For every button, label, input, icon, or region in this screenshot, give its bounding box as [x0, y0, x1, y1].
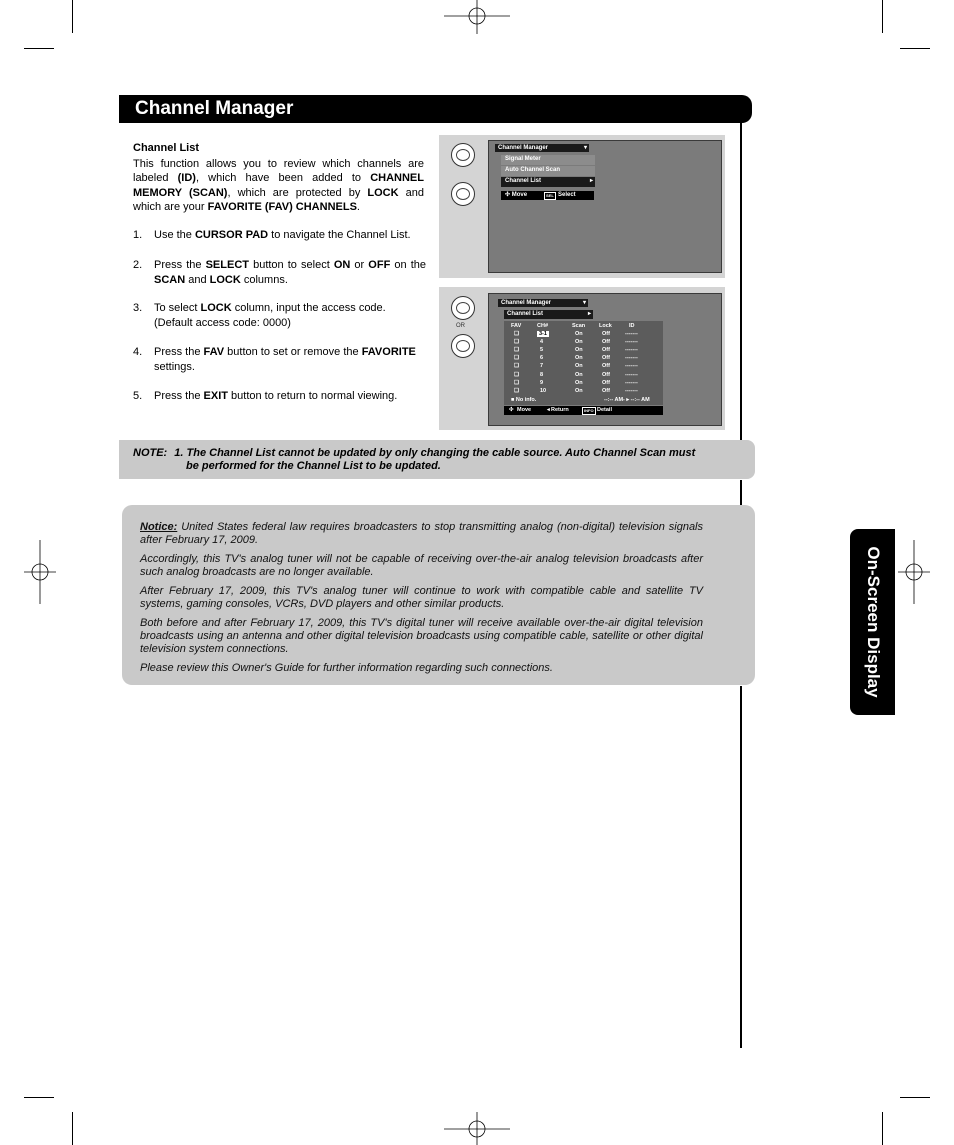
table-row[interactable] [504, 363, 663, 371]
cell-fav: ❑ [514, 339, 519, 346]
bold-term: FAVORITE [361, 346, 416, 358]
remote-button-icon [451, 296, 475, 320]
cell-id: ------- [625, 331, 638, 337]
table-row[interactable] [504, 355, 663, 363]
col-scan: Scan [572, 323, 586, 329]
bold-term: LOCK [200, 302, 232, 314]
bold-term: FAV [203, 346, 225, 358]
cell-fav: ❑ [514, 347, 519, 354]
channel-table-header [504, 323, 663, 330]
return-icon: ◂ [547, 407, 550, 413]
text-run: or [350, 259, 369, 271]
vertical-rule [740, 686, 742, 1048]
registration-mark-top [444, 0, 510, 34]
cell-id: ------- [625, 379, 638, 386]
bold-term: LOCK [209, 273, 241, 286]
crop-mark [24, 1097, 54, 1098]
cell-fav: ❑ [514, 331, 519, 337]
cell-ch: 7 [540, 363, 544, 370]
text-run: Press the [154, 259, 206, 271]
text-run: button to select [249, 259, 334, 271]
text-run: and [185, 273, 210, 286]
step-number: 2. [133, 259, 143, 271]
text-run: settings. [154, 360, 195, 373]
cell-lock: Off [602, 347, 610, 354]
text-run: on the [390, 259, 426, 271]
crop-mark [882, 0, 883, 33]
notice-paragraph-5: Please review this Owner's Guide for further information regarding such connections. [140, 662, 553, 674]
move-icon: ✣ [505, 192, 511, 198]
bold-term: LOCK [367, 186, 399, 199]
side-tab [850, 529, 895, 715]
menu-item-label: Channel List [505, 178, 542, 184]
cell-scan: On [575, 347, 583, 354]
notice-paragraph-3: After February 17, 2009, this TV's analog tuner will continue to work with compatible cable and satellite TV systems, gaming consoles, VCRs, DVD players and other similar products. [140, 585, 703, 610]
registration-mark-bottom [444, 1112, 510, 1145]
bold-term: OFF [368, 259, 391, 271]
cell-lock: Off [602, 363, 610, 370]
crop-mark [24, 48, 54, 49]
note-text [133, 447, 743, 473]
step-number: 3. [133, 302, 143, 314]
step-text [154, 301, 426, 330]
dropdown-arrow-icon: ▾ [583, 145, 587, 151]
bold-term: (ID) [177, 172, 196, 184]
cell-id: ------- [625, 363, 638, 370]
bold-term: SELECT [205, 259, 249, 271]
vertical-rule [740, 480, 742, 505]
bold-term: EXIT [203, 390, 228, 402]
text-run: to navigate the Channel List. [268, 229, 411, 241]
menu-footer [501, 191, 594, 200]
cell-id: ------- [625, 371, 638, 378]
submenu-title-text: Channel List [507, 311, 544, 317]
cell-fav: ❑ [514, 363, 519, 370]
text-run: To select [154, 302, 201, 314]
notice-text: United States federal law requires broadcasters to stop transmitting analog (non-digital) television signals after February 17, 2009. [140, 521, 704, 546]
text-run: Press the [154, 390, 204, 402]
vertical-rule [740, 123, 742, 440]
note-line-2: be performed for the Channel List to be updated. [186, 460, 441, 472]
footer-select-label: Select [558, 192, 576, 198]
step-number: 1. [133, 229, 143, 241]
cell-scan: On [575, 331, 583, 337]
cell-id: ------- [625, 347, 638, 354]
page-title-bar [119, 95, 752, 123]
cell-fav: ❑ [514, 387, 519, 394]
page-title: Channel Manager [135, 98, 294, 119]
step-number: 5. [133, 390, 143, 402]
table-row[interactable] [504, 388, 663, 396]
notice-paragraph-1 [140, 521, 703, 547]
info-key-icon: INFO [584, 408, 594, 413]
footer-move-label: Move [511, 192, 528, 198]
text-run: column, input the access code. (Default access code: 0000) [154, 302, 386, 329]
cell-ch: 10 [540, 387, 547, 394]
cell-id: ------- [625, 355, 638, 362]
cell-id: ------- [625, 387, 638, 394]
step-text [154, 228, 426, 243]
text-run: , which are protected by [227, 186, 368, 199]
dropdown-arrow-icon: ▸ [587, 311, 591, 317]
footer-detail-label: Detail [597, 407, 612, 413]
text-run: button to return to normal viewing. [227, 390, 398, 402]
text-run: button to set or remove the [224, 346, 362, 358]
note-label: NOTE: [133, 447, 168, 459]
menu-title-text: Channel Manager [498, 145, 549, 151]
cell-ch: 4 [540, 339, 544, 346]
menu-footer [504, 406, 663, 415]
menu-title [495, 144, 589, 152]
section-heading: Channel List [133, 142, 200, 154]
text-run: and which are your [133, 186, 424, 213]
cell-scan: On [575, 363, 583, 370]
bold-term: CHANNEL MEMORY (SCAN) [133, 172, 424, 199]
bold-term: CURSOR PAD [194, 229, 269, 241]
cell-scan: On [575, 371, 583, 378]
cell-ch: 9 [540, 379, 544, 386]
registration-mark-right [898, 540, 930, 604]
info-time: --:-- AM- ▸ --:-- AM [604, 397, 650, 403]
table-row[interactable] [504, 380, 663, 388]
footer-return-label: Return [551, 407, 569, 413]
cell-ch: 6 [540, 355, 544, 362]
crop-mark [900, 1097, 930, 1098]
cell-scan: On [575, 355, 583, 362]
col-lock: Lock [599, 323, 612, 329]
submenu-title [504, 310, 593, 319]
cell-scan: On [575, 339, 583, 346]
cell-lock: Off [602, 387, 610, 394]
cell-fav: ❑ [514, 355, 519, 362]
text-run: , which have been added to [195, 172, 371, 184]
footer-move-label: Move [517, 407, 532, 413]
col-ch: CH# [537, 323, 549, 329]
cell-ch: 8 [540, 371, 544, 378]
notice-paragraph-4: Both before and after February 17, 2009, this TV's digital tuner will receive available over-the-air digital television broadcasts using an antenna and other digital television broadcasts using compatible cable, satellite or other digital television system connections. [140, 617, 703, 655]
info-row [504, 397, 663, 405]
text-run: columns. [240, 273, 288, 286]
note-line-1: 1. The Channel List cannot be updated by only changing the cable source. Auto Channel Scan must [174, 447, 696, 459]
text-run: Press the [154, 346, 204, 358]
menu-item-auto-channel-scan[interactable]: Auto Channel Scan [501, 166, 595, 176]
cell-lock: Off [602, 379, 610, 386]
sel-key-icon: SEL [546, 193, 554, 198]
remote-button-icon [451, 143, 475, 167]
cell-fav: ❑ [514, 371, 519, 378]
channel-list-section [133, 141, 424, 215]
menu-title [498, 299, 588, 307]
cell-lock: Off [602, 339, 610, 346]
cell-id: ------- [625, 339, 638, 346]
arrow-right-icon: ▸ [589, 178, 593, 184]
notice-label: Notice: [140, 521, 178, 533]
cell-scan: On [575, 379, 583, 386]
notice-paragraph-2: Accordingly, this TV's analog tuner will not be capable of receiving over-the-air analog television broadcasts after such analog broadcasts are no longer available. [140, 553, 703, 578]
bold-term: ON [333, 259, 351, 271]
crop-mark [72, 0, 73, 33]
crop-mark [882, 1112, 883, 1145]
crop-mark [72, 1112, 73, 1145]
col-fav: FAV [511, 323, 522, 329]
step-number: 4. [133, 346, 143, 358]
dropdown-arrow-icon: ▾ [582, 300, 586, 306]
text-run: Use the [154, 229, 195, 241]
text-run: . [356, 201, 360, 213]
side-tab-label: On-Screen Display [863, 546, 883, 698]
step-text [154, 389, 426, 404]
crop-mark [900, 48, 930, 49]
cell-ch: 3-1 [539, 331, 547, 337]
cell-lock: Off [602, 371, 610, 378]
cell-scan: On [575, 387, 583, 394]
step-text [154, 258, 426, 287]
menu-title-text: Channel Manager [501, 300, 552, 306]
text-run: This function allows you to review which channels are labeled [133, 157, 424, 184]
cell-ch: 5 [540, 347, 544, 354]
move-icon: ✣ [509, 407, 514, 413]
intro-paragraph [133, 157, 424, 215]
cursor-pad-icon [451, 182, 475, 206]
step-text [154, 345, 426, 374]
table-row[interactable] [504, 372, 663, 380]
or-label: OR [456, 323, 465, 329]
info-left: ■ No info. [511, 397, 537, 403]
menu-item-signal-meter[interactable]: Signal Meter [501, 155, 595, 165]
col-id: ID [629, 323, 635, 329]
menu-item-channel-list[interactable] [501, 177, 595, 187]
cell-lock: Off [602, 331, 610, 337]
table-row[interactable] [504, 331, 663, 339]
cell-lock: Off [602, 355, 610, 362]
table-row[interactable] [504, 339, 663, 347]
table-row[interactable] [504, 347, 663, 355]
cursor-pad-icon [451, 334, 475, 358]
bold-term: FAVORITE (FAV) CHANNELS [207, 201, 357, 213]
cell-fav: ❑ [514, 379, 519, 386]
registration-mark-left [24, 540, 56, 604]
bold-term: SCAN [154, 273, 186, 286]
